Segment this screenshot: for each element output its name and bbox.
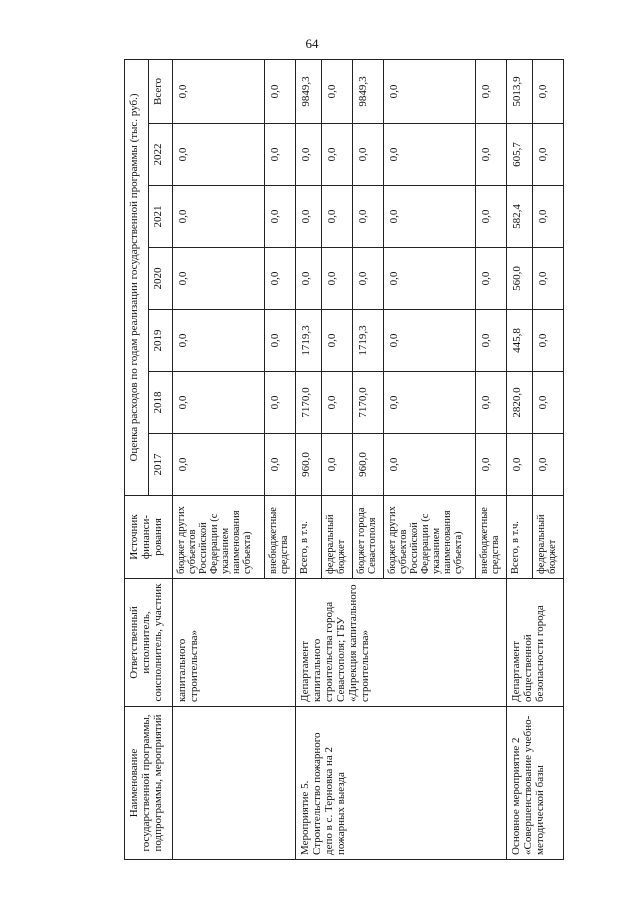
header-year: 2021	[149, 186, 173, 248]
table-row	[506, 59, 533, 859]
value-cell: 0,0	[322, 248, 353, 310]
value-cell: 0,0	[475, 59, 506, 123]
name-cell	[173, 707, 296, 860]
value-cell: 0,0	[265, 372, 296, 434]
value-cell: 0,0	[533, 59, 564, 123]
source-cell: внебюджетные средства	[265, 496, 296, 579]
source-cell: Всего, в т.ч.	[295, 496, 322, 579]
value-cell: 0,0	[353, 248, 384, 310]
value-cell: 0,0	[322, 434, 353, 496]
header-responsible: Ответственный исполнитель, соисполнитель, участник	[125, 579, 173, 707]
value-cell: 0,0	[475, 310, 506, 372]
header-year: 2019	[149, 310, 173, 372]
name-cell: Мероприятие 5. Строительство пожарного депо в с. Терновка на 2 пожарных выезда	[295, 707, 506, 860]
header-source: Источник финанси-рования	[125, 496, 173, 579]
value-cell: 0,0	[265, 310, 296, 372]
value-cell: 0,0	[295, 124, 322, 186]
value-cell: 0,0	[295, 248, 322, 310]
value-cell: 0,0	[295, 186, 322, 248]
source-cell: федеральный бюджет	[533, 496, 564, 579]
value-cell: 0,0	[173, 59, 265, 123]
header-year: 2020	[149, 248, 173, 310]
value-cell: 0,0	[475, 434, 506, 496]
value-cell: 7170,0	[353, 372, 384, 434]
value-cell: 0,0	[173, 124, 265, 186]
source-cell: бюджет города Севастополя	[353, 496, 384, 579]
value-cell: 0,0	[533, 186, 564, 248]
rotated-table-wrapper	[124, 60, 564, 860]
rotated-table-area	[124, 60, 564, 860]
value-cell: 0,0	[475, 372, 506, 434]
value-cell: 0,0	[322, 310, 353, 372]
value-cell: 0,0	[383, 310, 475, 372]
value-cell: 0,0	[383, 59, 475, 123]
value-cell: 1719,3	[353, 310, 384, 372]
value-cell: 0,0	[533, 310, 564, 372]
table-row	[295, 59, 322, 859]
page-number: 64	[305, 36, 319, 51]
value-cell: 0,0	[533, 124, 564, 186]
value-cell: 0,0	[265, 434, 296, 496]
header-year: 2018	[149, 372, 173, 434]
value-cell: 9849,3	[353, 59, 384, 123]
value-cell: 0,0	[383, 372, 475, 434]
value-cell: 0,0	[322, 372, 353, 434]
value-cell: 0,0	[173, 310, 265, 372]
value-cell: 0,0	[265, 59, 296, 123]
value-cell: 1719,3	[295, 310, 322, 372]
value-cell: 560,0	[506, 248, 533, 310]
value-cell: 0,0	[322, 59, 353, 123]
value-cell: 0,0	[533, 434, 564, 496]
responsible-cell: капитального строительства»	[173, 579, 296, 707]
header-name: Наименование государственной программы, подпрограммы, мероприятий	[125, 707, 173, 860]
value-cell: 0,0	[383, 186, 475, 248]
header-year: 2017	[149, 434, 173, 496]
value-cell: 0,0	[383, 248, 475, 310]
value-cell: 0,0	[475, 248, 506, 310]
source-cell: бюджет других субъектов Российской Федерации (с указанием наименования субъекта)	[383, 496, 475, 579]
value-cell: 0,0	[383, 124, 475, 186]
value-cell: 0,0	[173, 434, 265, 496]
value-cell: 5013,9	[506, 59, 533, 123]
value-cell: 0,0	[475, 186, 506, 248]
value-cell: 0,0	[173, 186, 265, 248]
value-cell: 7170,0	[295, 372, 322, 434]
value-cell: 2820,0	[506, 372, 533, 434]
budget-table	[124, 59, 564, 860]
value-cell: 0,0	[533, 248, 564, 310]
value-cell: 0,0	[322, 124, 353, 186]
header-total: Всего	[149, 59, 173, 123]
value-cell: 0,0	[322, 186, 353, 248]
value-cell: 0,0	[265, 186, 296, 248]
value-cell: 605,7	[506, 124, 533, 186]
value-cell: 0,0	[173, 372, 265, 434]
value-cell: 0,0	[265, 248, 296, 310]
value-cell: 9849,3	[295, 59, 322, 123]
header-year: 2022	[149, 124, 173, 186]
source-cell: Всего, в т.ч.	[506, 496, 533, 579]
responsible-cell: Департамент общественной безопасности города	[506, 579, 563, 707]
source-cell: федеральный бюджет	[322, 496, 353, 579]
value-cell: 445,8	[506, 310, 533, 372]
value-cell: 0,0	[383, 434, 475, 496]
source-cell: внебюджетные средства	[475, 496, 506, 579]
value-cell: 0,0	[265, 124, 296, 186]
value-cell: 0,0	[475, 124, 506, 186]
header-estimate: Оценка расходов по годам реализации государственной программы (тыс. руб.)	[125, 59, 149, 495]
name-cell: Основное мероприятие 2 «Совершенствование учебно-методической базы	[506, 707, 563, 860]
value-cell: 0,0	[533, 372, 564, 434]
value-cell: 0,0	[506, 434, 533, 496]
value-cell: 0,0	[353, 186, 384, 248]
responsible-cell: Департамент капитального строительства города Севастополя; ГБУ «Дирекция капитального строительства»	[295, 579, 506, 707]
value-cell: 582,4	[506, 186, 533, 248]
value-cell: 0,0	[173, 248, 265, 310]
value-cell: 0,0	[353, 124, 384, 186]
value-cell: 960,0	[295, 434, 322, 496]
table-row	[173, 59, 265, 859]
value-cell: 960,0	[353, 434, 384, 496]
source-cell: бюджет других субъектов Российской Федерации (с указанием наименования субъекта)	[173, 496, 265, 579]
